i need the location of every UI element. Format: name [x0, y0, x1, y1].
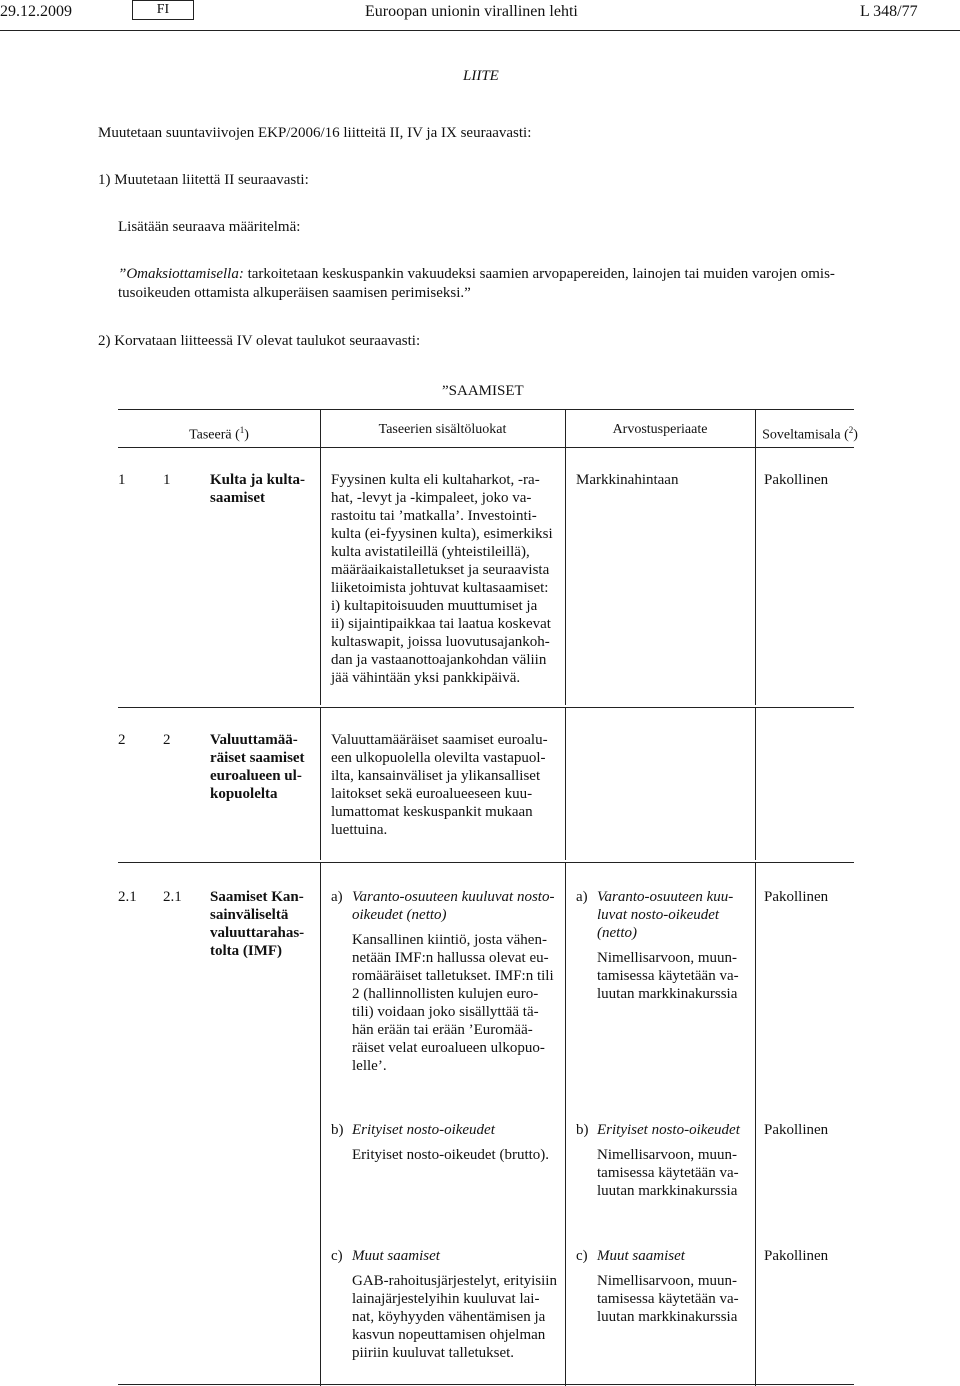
- row-1-scope: Pakollinen: [764, 472, 829, 488]
- row-divider: [755, 862, 756, 1386]
- content-line: een ulkopuolella olevilta vastapuol-: [331, 750, 546, 766]
- row-1-name: [210, 471, 315, 507]
- row-2-content: [331, 731, 563, 839]
- column-header-item: Taseerä ($^1$): [189, 425, 249, 443]
- footnote-ref: 1: [239, 425, 245, 435]
- sub-c-scope: Pakollinen: [764, 1248, 829, 1264]
- content-line: Nimellisarvoon, muun-: [597, 1147, 737, 1163]
- item-1: 1) Muutetaan liitettä II seuraavasti:: [98, 172, 309, 188]
- row-divider: [755, 707, 756, 860]
- sub-a-letter: a): [331, 889, 343, 905]
- row-3-subnumber: 2.1: [163, 889, 182, 905]
- row-2-number: 2: [118, 732, 126, 748]
- row-3-name-line: valuuttarahas-: [210, 925, 305, 941]
- sub-b-body: Erityiset nosto-oikeudet (brutto).: [352, 1147, 550, 1163]
- sub-a-valuation-body: [597, 949, 752, 1003]
- annex-title: LIITE: [463, 68, 499, 84]
- content-line: räiset velat euroalueen ulkopuo-: [352, 1040, 545, 1056]
- row-2-name-line: euroalueen ul-: [210, 768, 302, 784]
- content-line: piiriin kuuluvat talletukset.: [352, 1345, 515, 1361]
- content-line: laitokset sekä euroalueeseen kuu-: [331, 786, 533, 802]
- row-2-name: [210, 731, 315, 803]
- content-line: luutan markkinakurssia: [597, 1183, 738, 1199]
- content-line: Nimellisarvoon, muun-: [597, 1273, 737, 1289]
- sub-title-line: Varanto-osuuteen kuuluvat nosto-: [352, 889, 555, 905]
- sub-a-body: [352, 931, 562, 1075]
- sub-title-line: (netto): [597, 925, 637, 941]
- content-line: rastoitu tai ’matkalla’. Investointi-: [331, 508, 537, 524]
- sub-b-letter: b): [331, 1122, 344, 1138]
- content-line: GAB-rahoitusjärjestelyt, erityisiin: [352, 1273, 557, 1289]
- sub-a-valuation-title: [597, 888, 752, 942]
- row-divider: [755, 447, 756, 705]
- sub-a-valuation-letter: a): [576, 889, 588, 905]
- column-header-content: Taseerien sisältöluokat: [378, 422, 507, 437]
- content-line: luettuina.: [331, 822, 388, 838]
- sub-a-title: [352, 888, 562, 924]
- content-line: määräaikaistalletukset ja seuraavista: [331, 562, 550, 578]
- intro-paragraph: Muutetaan suuntaviivojen EKP/2006/16 liitteitä II, IV ja IX seuraavasti:: [98, 125, 532, 141]
- content-line: jää vähintään yksi pankkipäivä.: [331, 670, 521, 686]
- content-line: lelle’.: [352, 1058, 387, 1074]
- content-line: ii) sijaintipaikkaa tai laatua koskevat: [331, 616, 551, 632]
- content-line: tamisessa käytetään va-: [597, 1291, 739, 1307]
- language-badge: FI: [132, 0, 194, 20]
- column-header-valuation: Arvostusperiaate: [612, 422, 708, 437]
- content-line: liiketoimista johtuvat kultasaamiset:: [331, 580, 549, 596]
- publication-date: 29.12.2009: [0, 3, 72, 20]
- content-line: Kansallinen kiintiö, josta vähen-: [352, 932, 547, 948]
- content-line: luutan markkinakurssia: [597, 986, 738, 1002]
- row-rule: [118, 862, 854, 863]
- row-rule: [118, 1384, 854, 1385]
- content-line: kultaswapit, joissa luovutusajankoh-: [331, 634, 550, 650]
- content-line: hat, -levyt ja -kimpaleet, joko va-: [331, 490, 532, 506]
- footnote-ref: 2: [848, 425, 854, 435]
- row-divider: [565, 447, 566, 705]
- content-line: Valuuttamääräiset saamiset euroalu-: [331, 732, 548, 748]
- column-header-scope-label: Soveltamisala (: [762, 427, 849, 443]
- row-3-number: 2.1: [118, 889, 137, 905]
- row-divider: [565, 862, 566, 1386]
- row-1-valuation: Markkinahintaan: [576, 472, 679, 488]
- column-header-item-label: Taseerä (: [189, 427, 240, 443]
- row-3-name-line: tolta (IMF): [210, 943, 283, 959]
- content-line: kasvun nopeuttamisen ohjelman: [352, 1327, 546, 1343]
- definition-text-1: tarkoitetaan keskuspankin vakuudeksi saamien arvopapereiden, lainojen tai muiden varojen omis-: [243, 266, 835, 282]
- content-line: kulta (ei-fyysinen kulta), esimerkiksi: [331, 526, 553, 542]
- content-line: hän erään tai erään ’Euromää-: [352, 1022, 533, 1038]
- sub-b-valuation-body: [597, 1146, 752, 1200]
- row-3-name: [210, 888, 315, 960]
- page-number: L 348/77: [860, 3, 918, 20]
- table-title: ”SAAMISET: [442, 383, 524, 399]
- content-line: 2 (hallinnollisten kulujen euro-: [352, 986, 539, 1002]
- row-2-subnumber: 2: [163, 732, 171, 748]
- row-divider: [320, 707, 321, 860]
- sub-title-line: oikeudet (netto): [352, 907, 447, 923]
- sub-c-letter: c): [331, 1248, 343, 1264]
- row-1-name-line: Kulta ja kulta-: [210, 472, 306, 488]
- definition-text-2: tusoikeuden ottamista alkuperäisen saamisen perimiseksi.”: [118, 285, 471, 301]
- row-rule: [118, 707, 854, 708]
- table-header-bottom-rule: [118, 447, 854, 448]
- row-2-name-line: räiset saamiset: [210, 750, 305, 766]
- sub-title-line: Varanto-osuuteen kuu-: [597, 889, 734, 905]
- row-2-name-line: kopuolelta: [210, 786, 278, 802]
- row-divider: [565, 707, 566, 860]
- add-definition-text: Lisätään seuraava määritelmä:: [118, 219, 301, 235]
- column-header-scope: Soveltamisala ($^2$): [762, 425, 858, 443]
- row-1-name-line: saamiset: [210, 490, 265, 506]
- sub-c-title: Muut saamiset: [352, 1248, 440, 1264]
- content-line: netään IMF:n hallussa olevat eu-: [352, 950, 549, 966]
- table-header-top-rule: [118, 409, 854, 410]
- sub-title-line: luvat nosto-oikeudet: [597, 907, 720, 923]
- sub-c-valuation-title: Muut saamiset: [597, 1248, 685, 1264]
- sub-b-valuation-title: Erityiset nosto-oikeudet: [597, 1122, 740, 1138]
- content-line: luutan markkinakurssia: [597, 1309, 738, 1325]
- sub-b-title: Erityiset nosto-oikeudet: [352, 1122, 495, 1138]
- content-line: i) kultapitoisuuden muuttumiset ja: [331, 598, 538, 614]
- content-line: tili) voidaan joko sisällyttää tä-: [352, 1004, 539, 1020]
- row-1-subnumber: 1: [163, 472, 171, 488]
- content-line: ilta, kansainväliset ja ylikansalliset: [331, 768, 541, 784]
- row-1-number: 1: [118, 472, 126, 488]
- header-rule: [0, 30, 960, 31]
- content-line: Fyysinen kulta eli kultaharkot, -ra-: [331, 472, 540, 488]
- row-divider: [320, 862, 321, 1386]
- sub-b-scope: Pakollinen: [764, 1122, 829, 1138]
- sub-a-scope: Pakollinen: [764, 889, 829, 905]
- content-line: Nimellisarvoon, muun-: [597, 950, 737, 966]
- sub-c-valuation-body: [597, 1272, 752, 1326]
- content-line: tamisessa käytetään va-: [597, 1165, 739, 1181]
- sub-c-body: [352, 1272, 562, 1362]
- row-3-name-line: Saamiset Kan-: [210, 889, 304, 905]
- definition-paragraph: [118, 265, 878, 283]
- item-2: 2) Korvataan liitteessä IV olevat taulukot seuraavasti:: [98, 333, 421, 349]
- row-divider: [320, 447, 321, 705]
- content-line: tamisessa käytetään va-: [597, 968, 739, 984]
- content-line: lumattomat keskuspankit mukaan: [331, 804, 533, 820]
- row-3-name-line: sainväliseltä: [210, 907, 289, 923]
- content-line: nat, köyhyyden vähentämisen ja: [352, 1309, 546, 1325]
- row-2-name-line: Valuuttamää-: [210, 732, 298, 748]
- content-line: dan ja vastaanottoajankohdan väliin: [331, 652, 547, 668]
- content-line: kulta avistatileillä (yhteistileillä),: [331, 544, 530, 560]
- content-line: lainajärjestelyihin kuuluvat lai-: [352, 1291, 540, 1307]
- sub-b-valuation-letter: b): [576, 1122, 589, 1138]
- row-1-content: [331, 471, 563, 687]
- content-line: romääräiset talletukset. IMF:n tili: [352, 968, 554, 984]
- definition-term: ”Omaksiottamisella:: [118, 266, 244, 282]
- journal-title: Euroopan unionin virallinen lehti: [365, 3, 578, 20]
- sub-c-valuation-letter: c): [576, 1248, 588, 1264]
